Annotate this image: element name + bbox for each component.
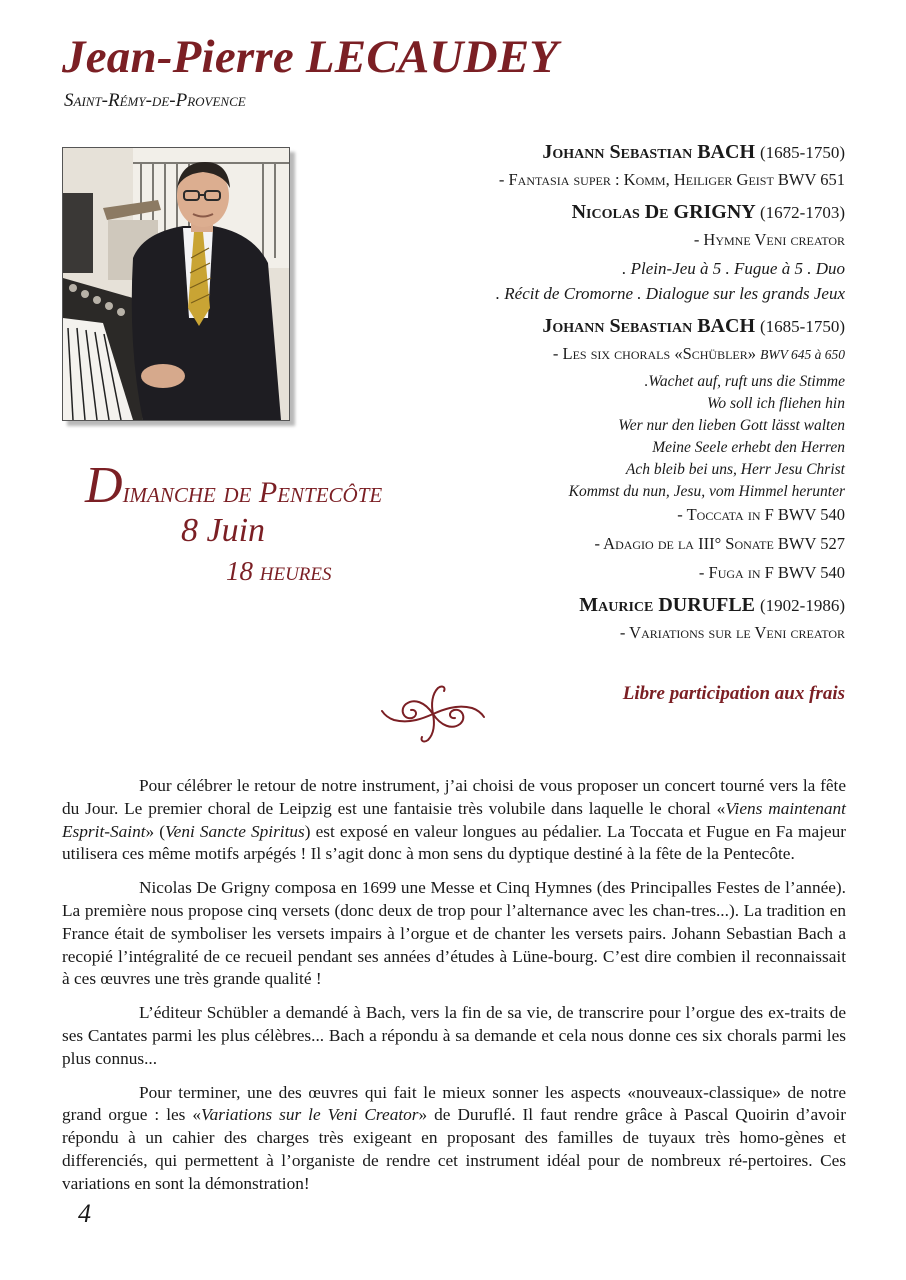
concert-program [385,141,845,705]
composer-dates: (1685-1750) [760,317,845,336]
program-piece [385,170,845,190]
program-line-text: - Adagio de la III° Sonate BWV 527 [594,534,845,553]
composer-heading [385,594,845,617]
italic-title: Variations sur le Veni Creator [201,1105,419,1125]
program-line-text: .Wachet auf, ruft uns die Stimme [644,373,845,390]
program-line-text: - Hymne Veni creator [693,230,845,249]
composer-dates: (1902-1986) [760,596,845,615]
program-line-text: - Les six chorals «Schübler» [552,344,756,363]
piece-movements [385,259,845,279]
program-line-text: - Toccata in F BWV 540 [677,505,845,524]
text-run: » de Duruflé. Il faut rendre grâce à Pascal Quoirin d’avoir répondu à un cahier des charges très exigeant en proposant des familles de tuyaux très homo-gènes et differenciés, qui permettent à l’organiste de rendre cet instrument idéal pour de nombreux ré-pertoires. Ces variations en sont la démonstration! [62,1105,846,1193]
program-piece [385,230,845,250]
performer-photo [62,147,290,421]
composer-name: Nicolas De GRIGNY [571,201,756,223]
text-run: L’éditeur Schübler a demandé à Bach, vers la fin de sa vie, de transcrire pour l’orgue des ex-traits de ses Cantates parmi les plus célèbres... Bach a répondu à sa demande et cela nous donne ces six chorals parmi les plus connus... [62,1003,846,1068]
program-line-text: Meine Seele erhebt den Herren [652,439,845,456]
page-number: 4 [78,1199,91,1228]
composer-heading [385,315,845,338]
program-line-text: Kommst du nun, Jesu, vom Himmel herunter [568,483,845,500]
choral-title [385,417,845,435]
text-run: Pour célébrer le retour de notre instrument, j’ai choisi de vous proposer un concert tourné vers la fête du Jour. Le premier choral de Leipzig est une fantaisie très volubile dans laquelle le choral « [62,776,846,818]
choral-title [385,395,845,413]
text-run: Pour terminer, une des œuvres qui fait le mieux sonner les aspects «nouveaux-classique» de notre grand orgue : les « [62,1082,846,1125]
program-piece [385,623,845,643]
text-run: Nicolas De Grigny composa en 1699 une Messe et Cinq Hymnes (des Principalles Festes de l’année). La première nous propose cinq versets (donc deux de trop pour l’alternance avec les chan-tres...). La tradition en France était de symboliser les versets impairs à l’orgue et de chanter les versets pairs. Johann Sebastian Bach a recopié l’intégralité de ce recueil pendant ses années d’études à Lüne-bourg. C’est dire combien il reconnaissait à ces œuvres une très grande qualité ! [62,878,846,989]
program-line-text: - Fantasia super : Komm, Heiliger Geist BWV 651 [498,170,845,189]
choral-title [385,373,845,391]
italic-title: Viens maintenant Esprit-Saint [62,798,846,841]
composer-heading [385,201,845,224]
program-piece [385,534,845,554]
program-line-text: - Fuga in F BWV 540 [698,563,845,582]
composer-dates: (1672-1703) [760,203,845,222]
choral-title [385,483,845,501]
program-piece [385,344,845,364]
program-notes [62,775,846,1207]
choral-title [385,439,845,457]
choral-title [385,461,845,479]
program-line-text: . Plein-Jeu à 5 . Fugue à 5 . Duo [622,259,845,278]
program-line-text: Wo soll ich fliehen hin [706,395,845,412]
paragraph [62,1002,846,1070]
composer-name: Maurice DURUFLE [579,594,756,616]
event-date: 8 Juin [181,512,266,549]
program-line-text: Ach bleib bei uns, Herr Jesu Christ [625,461,845,478]
paragraph [62,877,846,991]
program-line-text: - Variations sur le Veni creator [619,623,845,642]
catalog-number: BWV 645 à 650 [760,347,845,362]
program-piece [385,563,845,583]
event-day-initial: D [85,457,123,514]
piece-movements [385,284,845,304]
paragraph [62,775,846,866]
performer-city: Saint-Rémy-de-Provence [64,90,246,111]
flourish-ornament-icon [380,684,486,749]
composer-heading [385,141,845,164]
italic-title: Veni Sancte Spiritus [165,821,305,841]
program-line-text: . Récit de Cromorne . Dialogue sur les grands Jeux [495,284,845,303]
paragraph [62,1082,846,1196]
event-day-text: imanche de Pentecôte [122,476,383,509]
event-time: 18 heures [226,556,332,586]
program-piece [385,505,845,525]
text-run: ) est exposé en valeur longues au pédalier. La Toccata et Fugue en Fa majeur utilisera ces même motifs arpégés ! Il s’agit donc à mon sens du dyptique destiné à la fête de la Pentecôte. [62,821,846,864]
program-line-text: Wer nur den lieben Gott lässt walten [618,417,845,434]
composer-name: Johann Sebastian BACH [542,141,756,163]
composer-dates: (1685-1750) [760,143,845,162]
composer-name: Johann Sebastian BACH [542,315,756,337]
text-run: » ( [145,821,166,841]
performer-name: Jean-Pierre LECAUDEY [62,31,559,83]
admission-note: Libre participation aux frais [622,683,845,704]
